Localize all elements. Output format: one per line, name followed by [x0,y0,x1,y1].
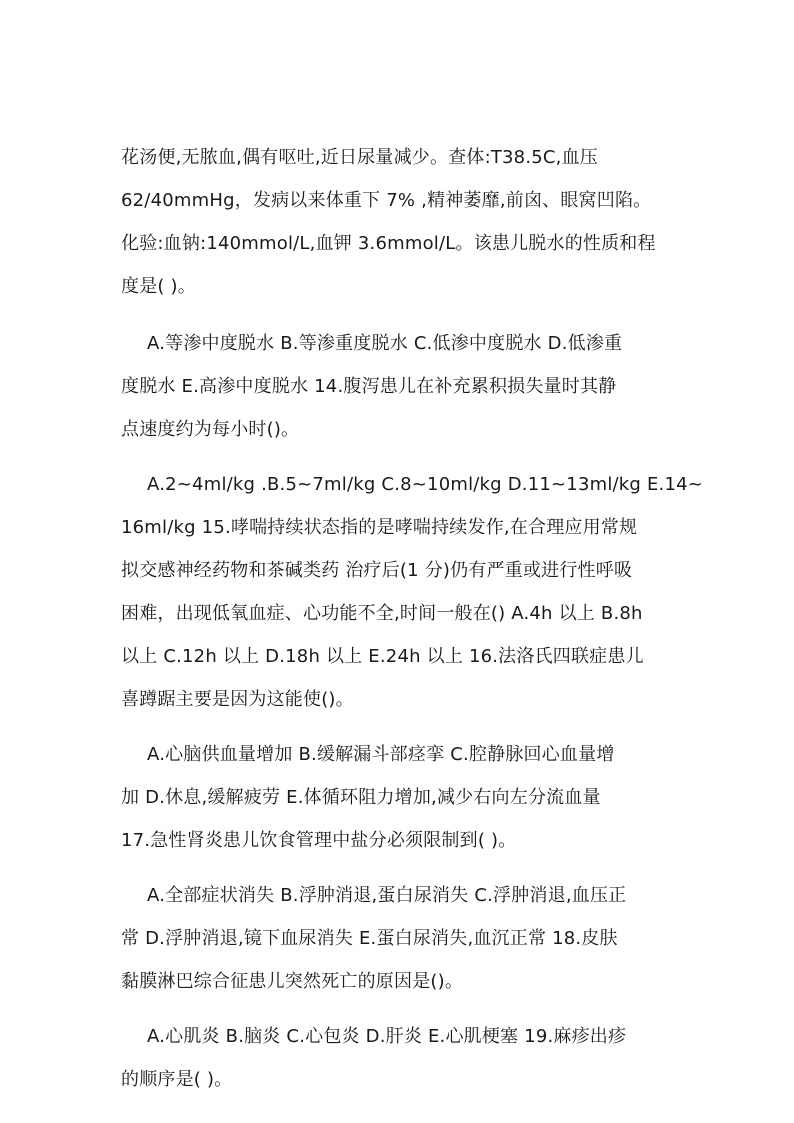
text-line: 黏膜淋巴综合征患儿突然死亡的原因是()。 [121,971,464,992]
text-line: 拟交感神经药物和茶碱类药 治疗后(1 分)仍有严重或进行性呼吸 [121,560,633,581]
text-line: 花汤便,无脓血,偶有呕吐,近日尿量减少。查体:T38.5C,血压 [121,147,598,168]
text-line: 62/40mmHg，发病以来体重下 7% ,精神萎靡,前囟、眼窝凹陷。 [121,190,652,211]
text-line: 的顺序是( )。 [121,1069,233,1090]
text-line: A.心肌炎 B.脑炎 C.心包炎 D.肝炎 E.心肌梗塞 19.麻疹出疹 [147,1026,627,1047]
text-line: 16ml/kg 15.哮喘持续状态指的是哮喘持续发作,在合理应用常规 [121,517,638,538]
text-line: 点速度约为每小时()。 [121,419,300,440]
text-line: 加 D.休息,缓解疲劳 E.体循环阻力增加,减少右向左分流血量 [121,787,601,808]
text-line: 喜蹲踞主要是因为这能使()。 [121,689,354,710]
text-line: 化验:血钠:140mmol/L,血钾 3.6mmol/L。该患儿脱水的性质和程 [121,233,656,254]
text-line: 困难，出现低氧血症、心功能不全,时间一般在() A.4h 以上 B.8h [121,603,643,624]
text-line: A.心脑供血量增加 B.缓解漏斗部痉挛 C.腔静脉回心血量增 [147,744,615,765]
text-line: 以上 C.12h 以上 D.18h 以上 E.24h 以上 16.法洛氏四联症患儿 [121,646,644,667]
text-line: 17.急性肾炎患儿饮食管理中盐分必须限制到( )。 [121,830,517,851]
text-line: 度是( )。 [121,276,196,297]
text-line: A.等渗中度脱水 B.等渗重度脱水 C.低渗中度脱水 D.低渗重 [147,333,623,354]
text-line: A.2~4ml/kg .B.5~7ml/kg C.8~10ml/kg D.11~13ml/kg E.14~ [147,474,704,495]
text-line: 度脱水 E.高渗中度脱水 14.腹泻患儿在补充累积损失量时其静 [121,376,617,397]
text-line: A.全部症状消失 B.浮肿消退,蛋白尿消失 C.浮肿消退,血压正 [147,885,627,906]
text-line: 常 D.浮肿消退,镜下血尿消失 E.蛋白尿消失,血沉正常 18.皮肤 [121,928,618,949]
